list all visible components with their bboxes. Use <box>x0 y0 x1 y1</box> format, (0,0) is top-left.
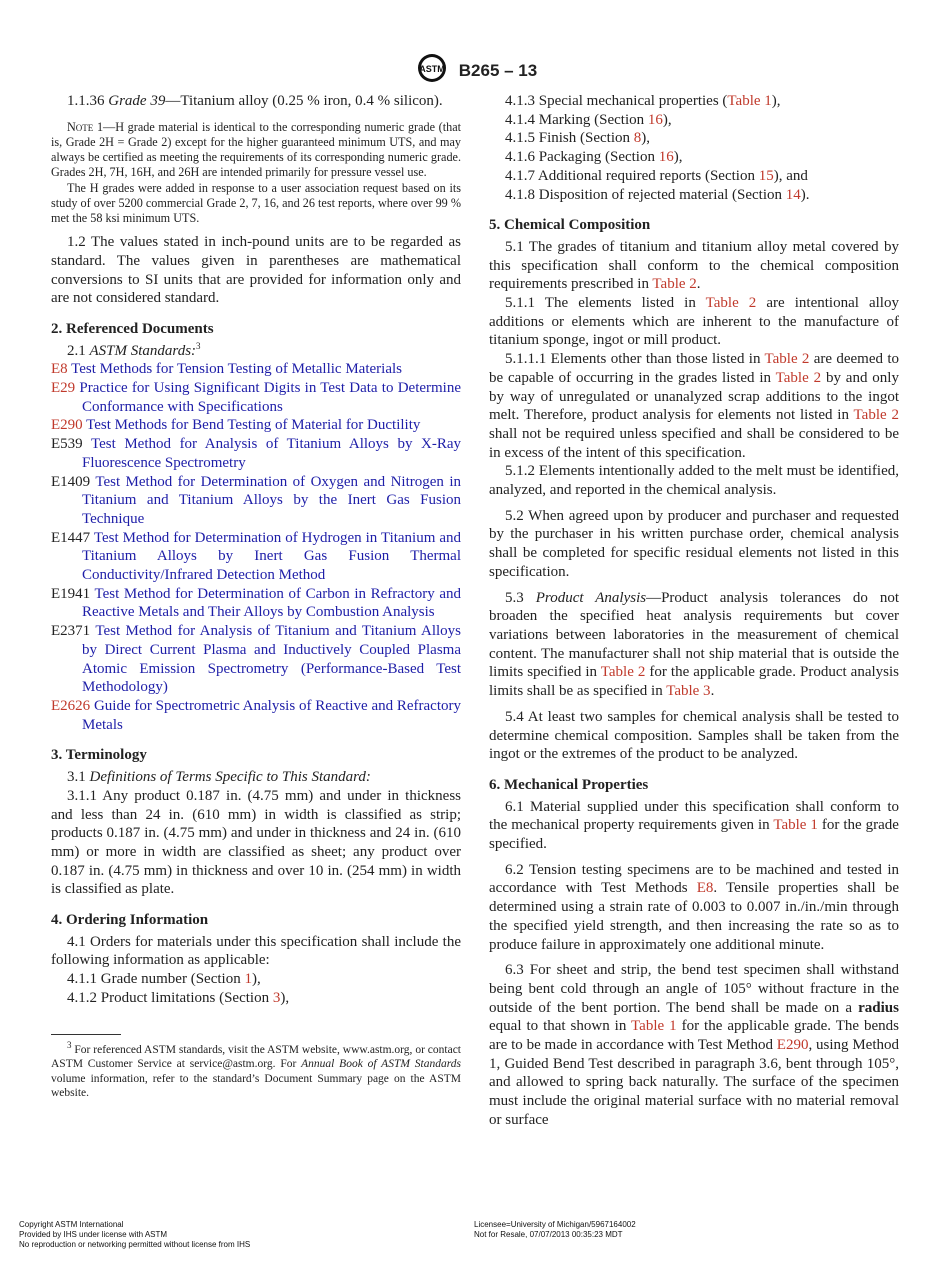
section-2-title: 2. Referenced Documents <box>51 320 214 337</box>
footer-copyright: Copyright ASTM International Provided by IHS under license with ASTM No reproduction or networking permitted without license from IHS <box>19 1220 251 1249</box>
table-link[interactable]: Table 1 <box>631 1018 677 1035</box>
para-5-1-1: 5.1.1 The elements listed in Table 2 are intentional alloy additions or elements which are inherent to the manufacture of titanium sponge, ingot or mill product. <box>489 295 899 349</box>
list-item: 4.1.4 Marking (Section 16), <box>505 111 672 128</box>
reference-item[interactable]: E2626 Guide for Spectrometric Analysis of Reactive and Refractory Metals <box>51 698 461 733</box>
para-5-1: 5.1 The grades of titanium and titanium alloy metal covered by this specification shall conform to the chemical composition requirements prescribed in Table 2. <box>489 238 899 293</box>
para-5-1-1-1: 5.1.1.1 Elements other than those listed in Table 2 are deemed to be capable of occurring in the grades listed in Table 2 by and only by way of unregulated or unanalyzed scrap additions to the ingot melt. Therefore, product analysis for elements not listed in Table 2 shall not be required unless specified and shall be considered to be in excess of the intent of this specification. <box>489 351 899 461</box>
para-2-1: 2.1 ASTM Standards:$^3$ <box>67 340 201 359</box>
standard-link[interactable]: E8 <box>696 880 714 897</box>
para-1-2: 1.2 The values stated in inch-pound units are to be regarded as standard. The values given in parentheses are mathematical conversions to SI units that are provided for information only and are not considered standard. <box>51 234 461 307</box>
list-item: 4.1.3 Special mechanical properties (Table 1), <box>505 93 781 109</box>
footer-license: Licensee=University of Michigan/5967164002 Not for Resale, 07/07/2013 00:35:23 MDT <box>474 1220 636 1239</box>
reference-item[interactable]: E1409 Test Method for Determination of Oxygen and Nitrogen in Titanium and Titanium Alloys by the Inert Gas Fusion Technique <box>51 473 462 527</box>
reference-item[interactable]: E8 Test Methods for Tension Testing of Metallic Materials <box>51 361 402 378</box>
section-3-title: 3. Terminology <box>51 747 147 764</box>
section-link[interactable]: 15 <box>758 167 774 184</box>
list-item: 4.1.7 Additional required reports (Section 15), and <box>505 167 808 184</box>
para-3-1: 3.1 Definitions of Terms Specific to This Standard: <box>67 769 371 786</box>
table-link[interactable]: Table 2 <box>600 664 646 681</box>
table-link[interactable]: Table 2 <box>853 407 899 424</box>
note-1: Note 1—H grade material is identical to the corresponding numeric grade (that is, Grade 2H = Grade 2) except for the higher guaranteed minimum UTS, and may always be certified as meeting the requirements of its corresponding numeric grade. Grades 2H, 7H, 16H, and 26H are intended primarily for pressure vessel use. The H grades were added in response to a user association request based on its study of over 5200 commercial Grade 2, 7, 16, and 26 test reports, where over 99 % met the 58 ksi minimum UTS. <box>51 119 461 225</box>
para-6-2: 6.2 Tension testing specimens are to be machined and tested in accordance with Test Methods E8. Tensile properties shall be determined using a strain rate of 0.003 to 0.007 in./in./min through the specified yield strength, and then increasing the rate so as to produce failure in approximately one additional minute. <box>489 861 899 953</box>
list-item: 4.1.5 Finish (Section 8), <box>505 130 651 147</box>
list-item: 4.1.6 Packaging (Section 16), <box>505 149 683 166</box>
section-link[interactable]: 1 <box>244 971 252 988</box>
section-link[interactable]: 16 <box>658 149 674 166</box>
table-link[interactable]: Table 1 <box>773 817 818 834</box>
reference-list <box>51 360 461 734</box>
reference-item[interactable]: E29 Practice for Using Significant Digits in Test Data to Determine Conformance with Specifications <box>51 380 462 415</box>
table-link[interactable]: Table 2 <box>775 369 822 386</box>
table-link[interactable]: Table 2 <box>764 351 810 368</box>
document-id: B265 – 13 <box>458 60 538 80</box>
reference-item[interactable]: E290 Test Methods for Bend Testing of Material for Ductility <box>51 417 421 434</box>
para-4-1-2: 4.1.2 Product limitations (Section 3), <box>67 989 290 1006</box>
table-link[interactable]: Table 1 <box>727 93 772 109</box>
table-link[interactable]: Table 3 <box>666 683 711 700</box>
note-label: Note 1 <box>67 119 104 134</box>
left-column <box>51 92 461 1101</box>
footnote-divider <box>51 1034 121 1035</box>
section-link[interactable]: 16 <box>647 111 663 128</box>
reference-item[interactable]: E2371 Test Method for Analysis of Titanium and Titanium Alloys by Direct Current Plasma and Inductively Coupled Plasma Atomic Emission Spectrometry (Performance-Based Test Methodology) <box>51 623 461 696</box>
para-5-1-2: 5.1.2 Elements intentionally added to the melt must be identified, analyzed, and reported in the chemical analysis. <box>489 463 899 499</box>
table-link[interactable]: Table 2 <box>652 276 697 293</box>
section-6-title: 6. Mechanical Properties <box>489 776 649 793</box>
list-item: 4.1.8 Disposition of rejected material (Section 14). <box>505 186 810 203</box>
reference-item[interactable]: E539 Test Method for Analysis of Titanium Alloys by X-Ray Fluorescence Spectrometry <box>51 436 461 471</box>
reference-item[interactable]: E1447 Test Method for Determination of Hydrogen in Titanium and Titanium Alloys by Inert Gas Fusion Thermal Conductivity/Infrared Detection Method <box>51 529 461 584</box>
para-6-1: 6.1 Material supplied under this specification shall conform to the mechanical property requirements given in Table 1 for the grade specified. <box>489 798 899 853</box>
para-6-3: 6.3 For sheet and strip, the bend test specimen shall withstand being bent cold through an angle of 105° without fracture in the outside of the bent portion. The bend shall be made on a radius equal to that shown in Table 1 for the applicable grade. The bends are to be made in accordance with Test Method E290, using Method 1, Guided Bend Test described in paragraph 3.6, bent through 105°, and allowed to spring back naturally. The surface of the specimen must include the original material surface with no material removal or surface <box>489 962 899 1128</box>
para-4-1: 4.1 Orders for materials under this specification shall include the following information as applicable: <box>51 933 461 969</box>
para-4-1-1: 4.1.1 Grade number (Section 1), <box>67 971 261 988</box>
section-link[interactable]: 8 <box>633 130 642 147</box>
right-column <box>489 92 899 1130</box>
para-1-1-36: 1.1.36 Grade 39—Titanium alloy (0.25 % iron, 0.4 % silicon). <box>67 93 443 109</box>
para-5-2: 5.2 When agreed upon by producer and purchaser and requested by the purchaser in his written purchase order, chemical analysis shall be completed for specific residual elements not listed in this specification. <box>489 507 899 580</box>
para-5-4: 5.4 At least two samples for chemical analysis shall be tested to determine chemical composition. Samples shall be taken from the ingot or the extremes of the product to be analyzed. <box>489 708 899 763</box>
para-3-1-1: 3.1.1 Any product 0.187 in. (4.75 mm) and under in thickness and less than 24 in. (610 mm) in width is classified as strip; products 0.187 in. (4.75 mm) and under in thickness and 24 in. (610 mm) or more in width are classified as sheet; any product over 0.187 in. (4.75 mm) in thickness and over 10 in. (254 mm) in width is classified as plate. <box>51 787 461 898</box>
page-header <box>0 52 950 89</box>
table-link[interactable]: Table 2 <box>705 295 757 312</box>
svg-text:ASTM: ASTM <box>419 64 445 74</box>
section-5-title: 5. Chemical Composition <box>489 217 651 234</box>
section-link[interactable]: 14 <box>785 186 801 203</box>
reference-item[interactable]: E1941 Test Method for Determination of Carbon in Refractory and Reactive Metals and Their Alloys by Combustion Analysis <box>51 585 461 621</box>
standard-link[interactable]: E290 <box>776 1037 809 1054</box>
footnote-3: $^3$ For referenced ASTM standards, visit the ASTM website, www.astm.org, or contact ASTM Customer Service at service@astm.org. For Annual Book of ASTM Standards volume information, refer to the standard’s Document Summary page on the ASTM website. <box>51 1039 461 1100</box>
para-5-3: 5.3 Product Analysis—Product analysis tolerances do not broaden the specified heat analysis requirements but cover variations between laboratories in the measurement of chemical content. The manufacturer shall not ship material that is outside the limits specified in Table 2 for the applicable grade. Product analysis limits shall be as specified in Table 3. <box>489 589 900 700</box>
section-link[interactable]: 3 <box>272 989 281 1006</box>
section-4-title: 4. Ordering Information <box>51 912 209 929</box>
astm-logo <box>413 52 451 89</box>
